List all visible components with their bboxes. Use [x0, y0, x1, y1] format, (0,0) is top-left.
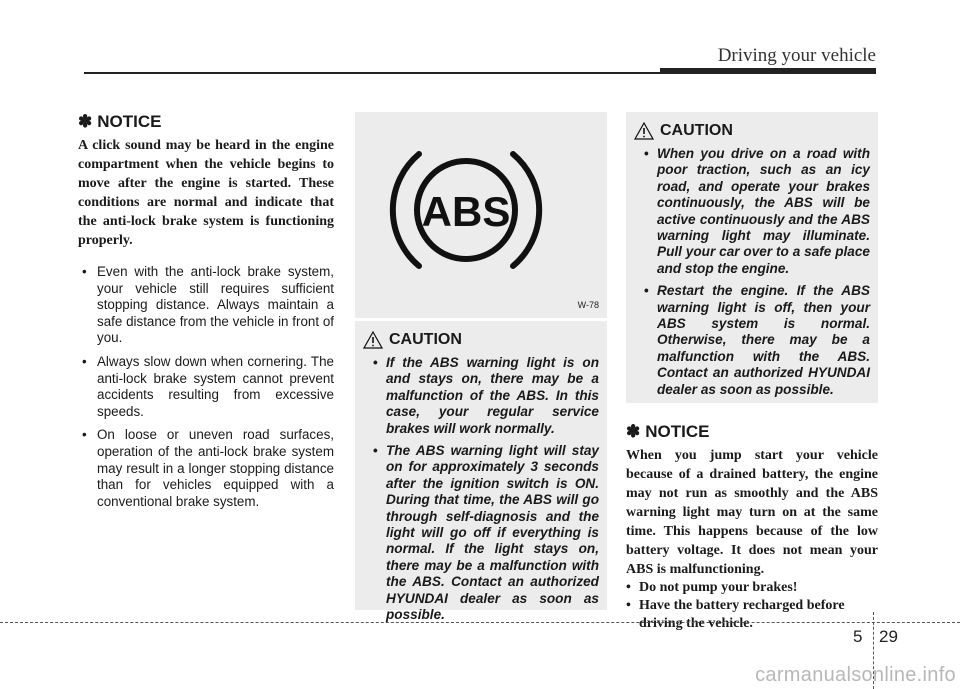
caution-box-icy-road — [626, 112, 878, 403]
left-bullet: • Even with the anti-lock brake system, your vehicle still requires sufficient stopping distance. Always maintain a safe distance from the vehicle in front of you. — [78, 264, 334, 347]
right-notice-bullets — [626, 579, 878, 633]
right-notice-heading — [626, 422, 878, 442]
page-number: 29 — [879, 627, 898, 646]
left-notice-title: NOTICE — [97, 112, 162, 131]
right-bullet: • Have the battery recharged before driving the vehicle. — [626, 597, 878, 633]
right-bullet: • Do not pump your brakes! — [626, 579, 878, 597]
header-rule-accent — [660, 68, 876, 74]
left-notice-bullets — [78, 264, 334, 510]
warning-triangle-icon — [634, 122, 654, 140]
abs-warning-light-icon — [355, 112, 607, 318]
caution-bullet: • The ABS warning light will stay on for approximately 3 seconds after the ignition switch is ON. During that time, the ABS will go through self-diagnosis and the light will go off if everything is normal. If the light stays on, there may be a malfunction with the ABS. Contact an authorized HYUNDAI dealer as soon as possible. — [363, 443, 599, 623]
left-bullet: • On loose or uneven road surfaces, operation of the anti-lock brake system may result in a longer stopping distance than for vehicles equipped with a conventional brake system. — [78, 427, 334, 510]
left-notice-body: A click sound may be heard in the engine compartment when the vehicle begins to move after the engine is started. These conditions are normal and indicate that the anti-lock brake system is functioning properly. — [78, 138, 334, 248]
caution-bullet: • When you drive on a road with poor traction, such as an icy road, and operate your brakes continuously, the ABS will be active continuously and the ABS warning light may illuminate. Pull your car over to a safe place and stop the engine. — [634, 146, 870, 277]
abs-warning-figure — [355, 112, 607, 318]
left-bullet: • Always slow down when cornering. The anti-lock brake system cannot prevent accidents resulting from excessive speeds. — [78, 354, 334, 420]
notice-star-icon: ✽ — [626, 422, 641, 441]
right-notice-body: When you jump start your vehicle because of a drained battery, the engine may not run as smoothly and the ABS warning light may turn on at the same time. This happens because of the low battery voltage. It does not mean your ABS is malfunctioning. — [626, 448, 878, 577]
header-rule — [84, 72, 660, 74]
caution-title: CAUTION — [660, 122, 733, 139]
caution-bullets — [363, 355, 599, 624]
caution-bullet: • Restart the engine. If the ABS warning light is off, then your ABS system is normal. Otherwise, there may be a malfunction with the ABS. Contact an authorized HYUNDAI dealer as soon as possible. — [634, 283, 870, 398]
caution-bullets — [634, 146, 870, 398]
left-notice-heading — [78, 112, 334, 132]
abs-symbol-text: ABS — [421, 188, 511, 235]
figure-code: W-78 — [577, 300, 599, 310]
left-notice-section — [78, 112, 334, 517]
caution-bullet: • If the ABS warning light is on and stays on, there may be a malfunction of the ABS. In this case, your regular service brakes will work normally. — [363, 355, 599, 437]
header-title: Driving your vehicle — [717, 45, 876, 66]
caution-title: CAUTION — [389, 331, 462, 348]
caution-box-abs-light — [355, 321, 607, 623]
warning-triangle-icon — [363, 331, 383, 349]
watermark: carmanualsonline.info — [755, 664, 956, 686]
right-notice-title: NOTICE — [645, 422, 710, 441]
caution-heading — [634, 122, 870, 140]
footer-rule — [0, 622, 960, 623]
right-notice-section — [626, 422, 878, 633]
notice-star-icon: ✽ — [78, 112, 93, 131]
caution-heading — [363, 331, 599, 349]
chapter-number: 5 — [853, 627, 863, 646]
